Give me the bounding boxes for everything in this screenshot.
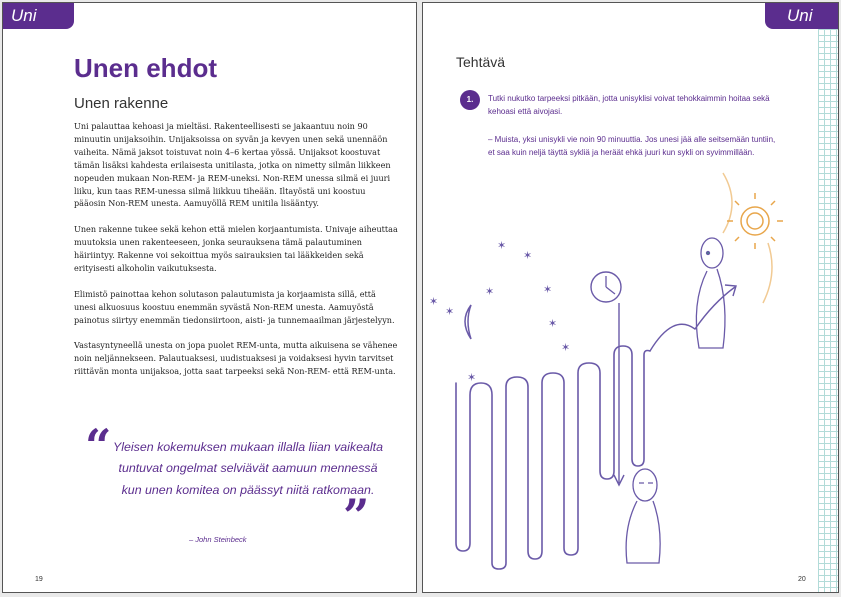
- svg-text:✶: ✶: [561, 341, 571, 354]
- task-tip: – Muista, yksi unisykli vie noin 90 minuuttia. Jos unesi jää alle seitsemään tuntiin, et saa kuin neljä täyttä sykliä ja heräät ehkä juuri kun sykli on syvimmillään.: [488, 135, 776, 158]
- clock-icon: [591, 272, 621, 302]
- page-title: Unen ehdot: [74, 53, 217, 83]
- right-page: [422, 2, 839, 593]
- quote-author: – John Steinbeck: [189, 535, 247, 544]
- svg-text:✶: ✶: [543, 283, 553, 296]
- left-page: [2, 2, 417, 593]
- star-icons: [429, 239, 570, 384]
- svg-text:✶: ✶: [467, 371, 477, 384]
- paragraph: Uni palauttaa kehoasi ja mieltäsi. Rakenteellisesti se jakaantuu noin 90 minuutin unijaksoihin. Unijaksoissa on syvän ja kevyen unen sekä unennäön vaiheita. Nämä jaksot toistuvat noin 4–6 kertaa yössä. Unijaksot koostuvat tämän lisäksi kahdesta erilaisesta unitilasta, jotka on nimetty silmän liikkeen nopeuden mukaan Non-REM- ja REM-uneksi. Non-REM unessa silmä ei juuri liiku, kun taas REM-unessa silmä liikkuu tiheään. Iltayöstä uni koostuu pääosin Non-REM unesta. Aamuyöllä REM unitila lisääntyy.: [74, 121, 391, 209]
- svg-text:✶: ✶: [485, 285, 495, 298]
- task-heading: Tehtävä: [456, 54, 506, 70]
- svg-text:✶: ✶: [523, 249, 533, 262]
- paragraph: Unen rakenne tukee sekä kehon että mielen korjaantumista. Univaje aiheuttaa muutoksia unen rakenteeseen, jonka seurauksena tämä palautuminen häiriintyy. Rakenne voi sekoittua myös sairauksien tai lääkkeiden sekä erityisesti alkoholin vaikutuksesta.: [74, 224, 398, 273]
- svg-text:✶: ✶: [429, 295, 439, 308]
- svg-text:✶: ✶: [548, 317, 558, 330]
- page-number: 19: [35, 576, 43, 583]
- body-text: [74, 120, 399, 391]
- moon-icon: [465, 305, 471, 339]
- task-text: Tutki nukutko tarpeeksi pitkään, jotta unisyklisi voivat tehokkaimmin hoitaa sekä kehoasi että aivojasi.: [488, 94, 770, 117]
- paragraph: Vastasyntyneellä unesta on jopa puolet REM-unta, mutta aikuisena se vähenee noin neljännekseen. Palautuaksesi, uudistuaksesi ja voidaksesi hyvin tarvitset riittävän monta unijaksoa, jotta saat tarpeeksi sekä Non-REM- että REM-unta.: [74, 340, 398, 377]
- task-number-badge: 1.: [460, 90, 480, 110]
- chapter-tab: Uni: [3, 3, 74, 29]
- open-quote-icon: “: [85, 419, 112, 473]
- section-subtitle: Unen rakenne: [74, 95, 169, 112]
- page-number: 20: [798, 576, 806, 583]
- sleeping-person-icon: [626, 469, 660, 563]
- chapter-tab: Uni: [765, 3, 838, 29]
- sleep-cycle-line: [456, 346, 650, 569]
- sleep-cycle-illustration: [423, 3, 839, 593]
- pull-quote: Yleisen kokemuksen mukaan illalla liian vaikealta tuntuvat ongelmat selviävät aamuun mennessä kun unen komitea on päässyt niitä ratkomaan.: [113, 440, 383, 497]
- sun-icon: [723, 173, 783, 303]
- svg-text:✶: ✶: [445, 305, 455, 318]
- paragraph: Elimistö painottaa kehon solutason palautumista ja korjaamista sillä, että unesi alkuosuus koostuu enemmän syvästä Non-REM unesta. Aamuyöstä painotus siirtyy enemmän tiedonsiirtoon, aisti- ja tunnemaailman järjestelyyn.: [74, 288, 395, 325]
- close-quote-icon: ”: [343, 489, 370, 543]
- svg-text:✶: ✶: [497, 239, 507, 252]
- awake-person-icon: [696, 238, 725, 348]
- arrow-to-awake: [650, 287, 735, 351]
